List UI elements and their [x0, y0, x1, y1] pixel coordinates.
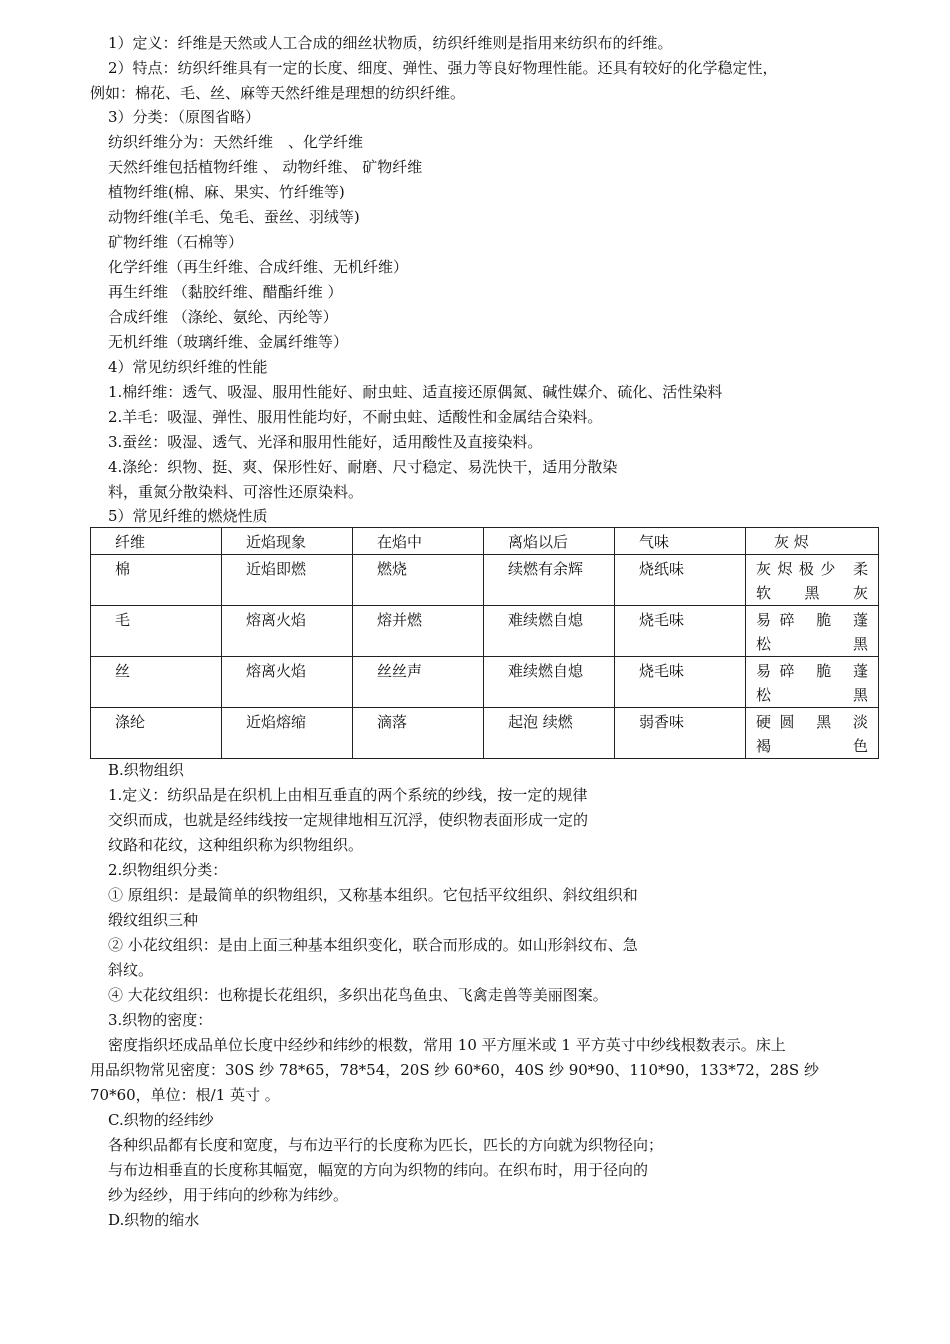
classification-heading: 3）分类：（原图省略）	[108, 108, 261, 126]
text-line: ④ 大花纹组织：也称提长花组织，多织出花鸟鱼虫、飞禽走兽等美丽图案。	[108, 986, 608, 1004]
ash-cell	[746, 606, 879, 657]
table-cell: 熔离火焰	[222, 657, 353, 708]
ash-cell	[746, 555, 879, 606]
text-line: 与布边相垂直的长度称其幅宽，幅宽的方向为织物的纬向。在织布时，用于径向的	[108, 1161, 649, 1179]
table-cell: 难续燃自熄	[484, 606, 615, 657]
section-c-heading: C.织物的经纬纱	[108, 1111, 214, 1129]
text-line: 各种织品都有长度和宽度，与布边平行的长度称为匹长，匹长的方向就为织物径向；	[108, 1136, 664, 1154]
text-line: 纹路和花纹，这种组织称为织物组织。	[108, 836, 364, 854]
table-cell: 滴落	[353, 708, 484, 759]
ash-line: 灰烬极少 柔	[756, 560, 868, 578]
text-line: 再生纤维 （黏胶纤维、醋酯纤维 ）	[108, 283, 343, 301]
header-cell: 近焰现象	[222, 528, 353, 555]
ash-line: 松 黑	[756, 635, 868, 653]
header-cell: 在焰中	[353, 528, 484, 555]
table-cell: 熔离火焰	[222, 606, 353, 657]
text-line: 纱为经纱，用于纬向的纱称为纬纱。	[108, 1186, 349, 1204]
table-row	[91, 708, 879, 759]
table-row	[91, 555, 879, 606]
table-cell: 棉	[91, 555, 222, 606]
text-line: 纺织纤维分为：天然纤维 、化学纤维	[108, 133, 364, 151]
table-cell: 起泡 续燃	[484, 708, 615, 759]
table-cell: 烧纸味	[615, 555, 746, 606]
text-line: ① 原组织：是最简单的织物组织，又称基本组织。它包括平纹组织、斜纹组织和	[108, 886, 638, 904]
text-line: 合成纤维 （涤纶、氨纶、丙纶等）	[108, 308, 338, 326]
text-line: 4.涤纶：织物、挺、爽、保形性好、耐磨、尺寸稳定、易洗快干，适用分散染	[108, 458, 618, 476]
ash-line: 褐色	[756, 737, 868, 755]
density-heading: 3.织物的密度：	[108, 1011, 213, 1029]
table-cell: 涤纶	[91, 708, 222, 759]
ash-cell	[746, 657, 879, 708]
text-line: 斜纹。	[108, 961, 154, 979]
text-line: 动物纤维(羊毛、兔毛、蚕丝、羽绒等)	[108, 208, 360, 226]
text-line: 70*60，单位：根/1 英寸 。	[90, 1086, 280, 1104]
text-line: 3.蚕丝：吸湿、透气、光泽和服用性能好，适用酸性及直接染料。	[108, 433, 543, 451]
text-line: 密度指织坯成品单位长度中经纱和纬纱的根数，常用 10 平方厘米或 1 平方英寸中纱线根数表示。床上	[108, 1036, 786, 1054]
table-cell: 弱香味	[615, 708, 746, 759]
text-line: 料，重氮分散染料、可溶性还原染料。	[108, 483, 364, 501]
burning-heading: 5）常见纤维的燃烧性质	[108, 507, 268, 525]
table-cell: 丝	[91, 657, 222, 708]
text-line: 植物纤维(棉、麻、果实、竹纤维等)	[108, 183, 345, 201]
ash-line: 松 黑	[756, 686, 868, 704]
burning-properties-table	[90, 527, 879, 759]
table-cell: 近焰即燃	[222, 555, 353, 606]
section-d-heading: D.织物的缩水	[108, 1211, 200, 1229]
feature-line: 2）特点：纺织纤维具有一定的长度、细度、弹性、强力等良好物理性能。还具有较好的化学稳定性，	[108, 59, 778, 77]
header-cell: 离焰以后	[484, 528, 615, 555]
table-header-row	[91, 528, 879, 555]
table-cell: 续燃有余辉	[484, 555, 615, 606]
table-cell: 难续燃自熄	[484, 657, 615, 708]
feature-line-cont: 例如：棉花、毛、丝、麻等天然纤维是理想的纺织纤维。	[90, 84, 466, 102]
text-line: 缎纹组织三种	[108, 911, 199, 929]
text-line: 无机纤维（玻璃纤维、金属纤维等）	[108, 333, 349, 351]
text-line: 化学纤维（再生纤维、合成纤维、无机纤维）	[108, 258, 409, 276]
definition-line: 1）定义：纤维是天然或人工合成的细丝状物质，纺织纤维则是指用来纺织布的纤维。	[108, 34, 673, 52]
properties-heading: 4）常见纺织纤维的性能	[108, 358, 268, 376]
text-line: 1.定义：纺织品是在织机上由相互垂直的两个系统的纱线，按一定的规律	[108, 786, 588, 804]
text-line: 天然纤维包括植物纤维 、 动物纤维、 矿物纤维	[108, 158, 423, 176]
text-line: 交织而成，也就是经纬线按一定规律地相互沉浮，使织物表面形成一定的	[108, 811, 589, 829]
table-cell: 烧毛味	[615, 657, 746, 708]
ash-line: 易碎 脆 蓬	[756, 611, 868, 629]
table-cell: 燃烧	[353, 555, 484, 606]
text-line: 2.织物组织分类：	[108, 861, 228, 879]
header-cell: 灰 烬	[746, 528, 879, 555]
table-cell: 近焰熔缩	[222, 708, 353, 759]
table-cell: 烧毛味	[615, 606, 746, 657]
text-line: 用品织物常见密度：30S 纱 78*65，78*54，20S 纱 60*60，40S 纱 90*90、110*90，133*72，28S 纱	[90, 1061, 819, 1079]
ash-cell	[746, 708, 879, 759]
section-b-heading: B.织物组织	[108, 761, 184, 779]
text-line: ② 小花纹组织：是由上面三种基本组织变化，联合而形成的。如山形斜纹布、急	[108, 936, 638, 954]
header-cell: 纤维	[91, 528, 222, 555]
text-line: 矿物纤维（石棉等）	[108, 233, 244, 251]
table-cell: 熔并燃	[353, 606, 484, 657]
ash-line: 硬圆 黑 淡	[756, 713, 868, 731]
ash-line: 易碎 脆 蓬	[756, 662, 868, 680]
table-cell: 丝丝声	[353, 657, 484, 708]
header-cell: 气味	[615, 528, 746, 555]
table-row	[91, 657, 879, 708]
ash-line: 软 黑 灰	[756, 584, 868, 602]
text-line: 2.羊毛：吸湿、弹性、服用性能均好，不耐虫蛀、适酸性和金属结合染料。	[108, 408, 603, 426]
table-cell: 毛	[91, 606, 222, 657]
text-line: 1.棉纤维：透气、吸湿、服用性能好、耐虫蛀、适直接还原偶氮、碱性媒介、硫化、活性染料	[108, 383, 723, 401]
table-row	[91, 606, 879, 657]
